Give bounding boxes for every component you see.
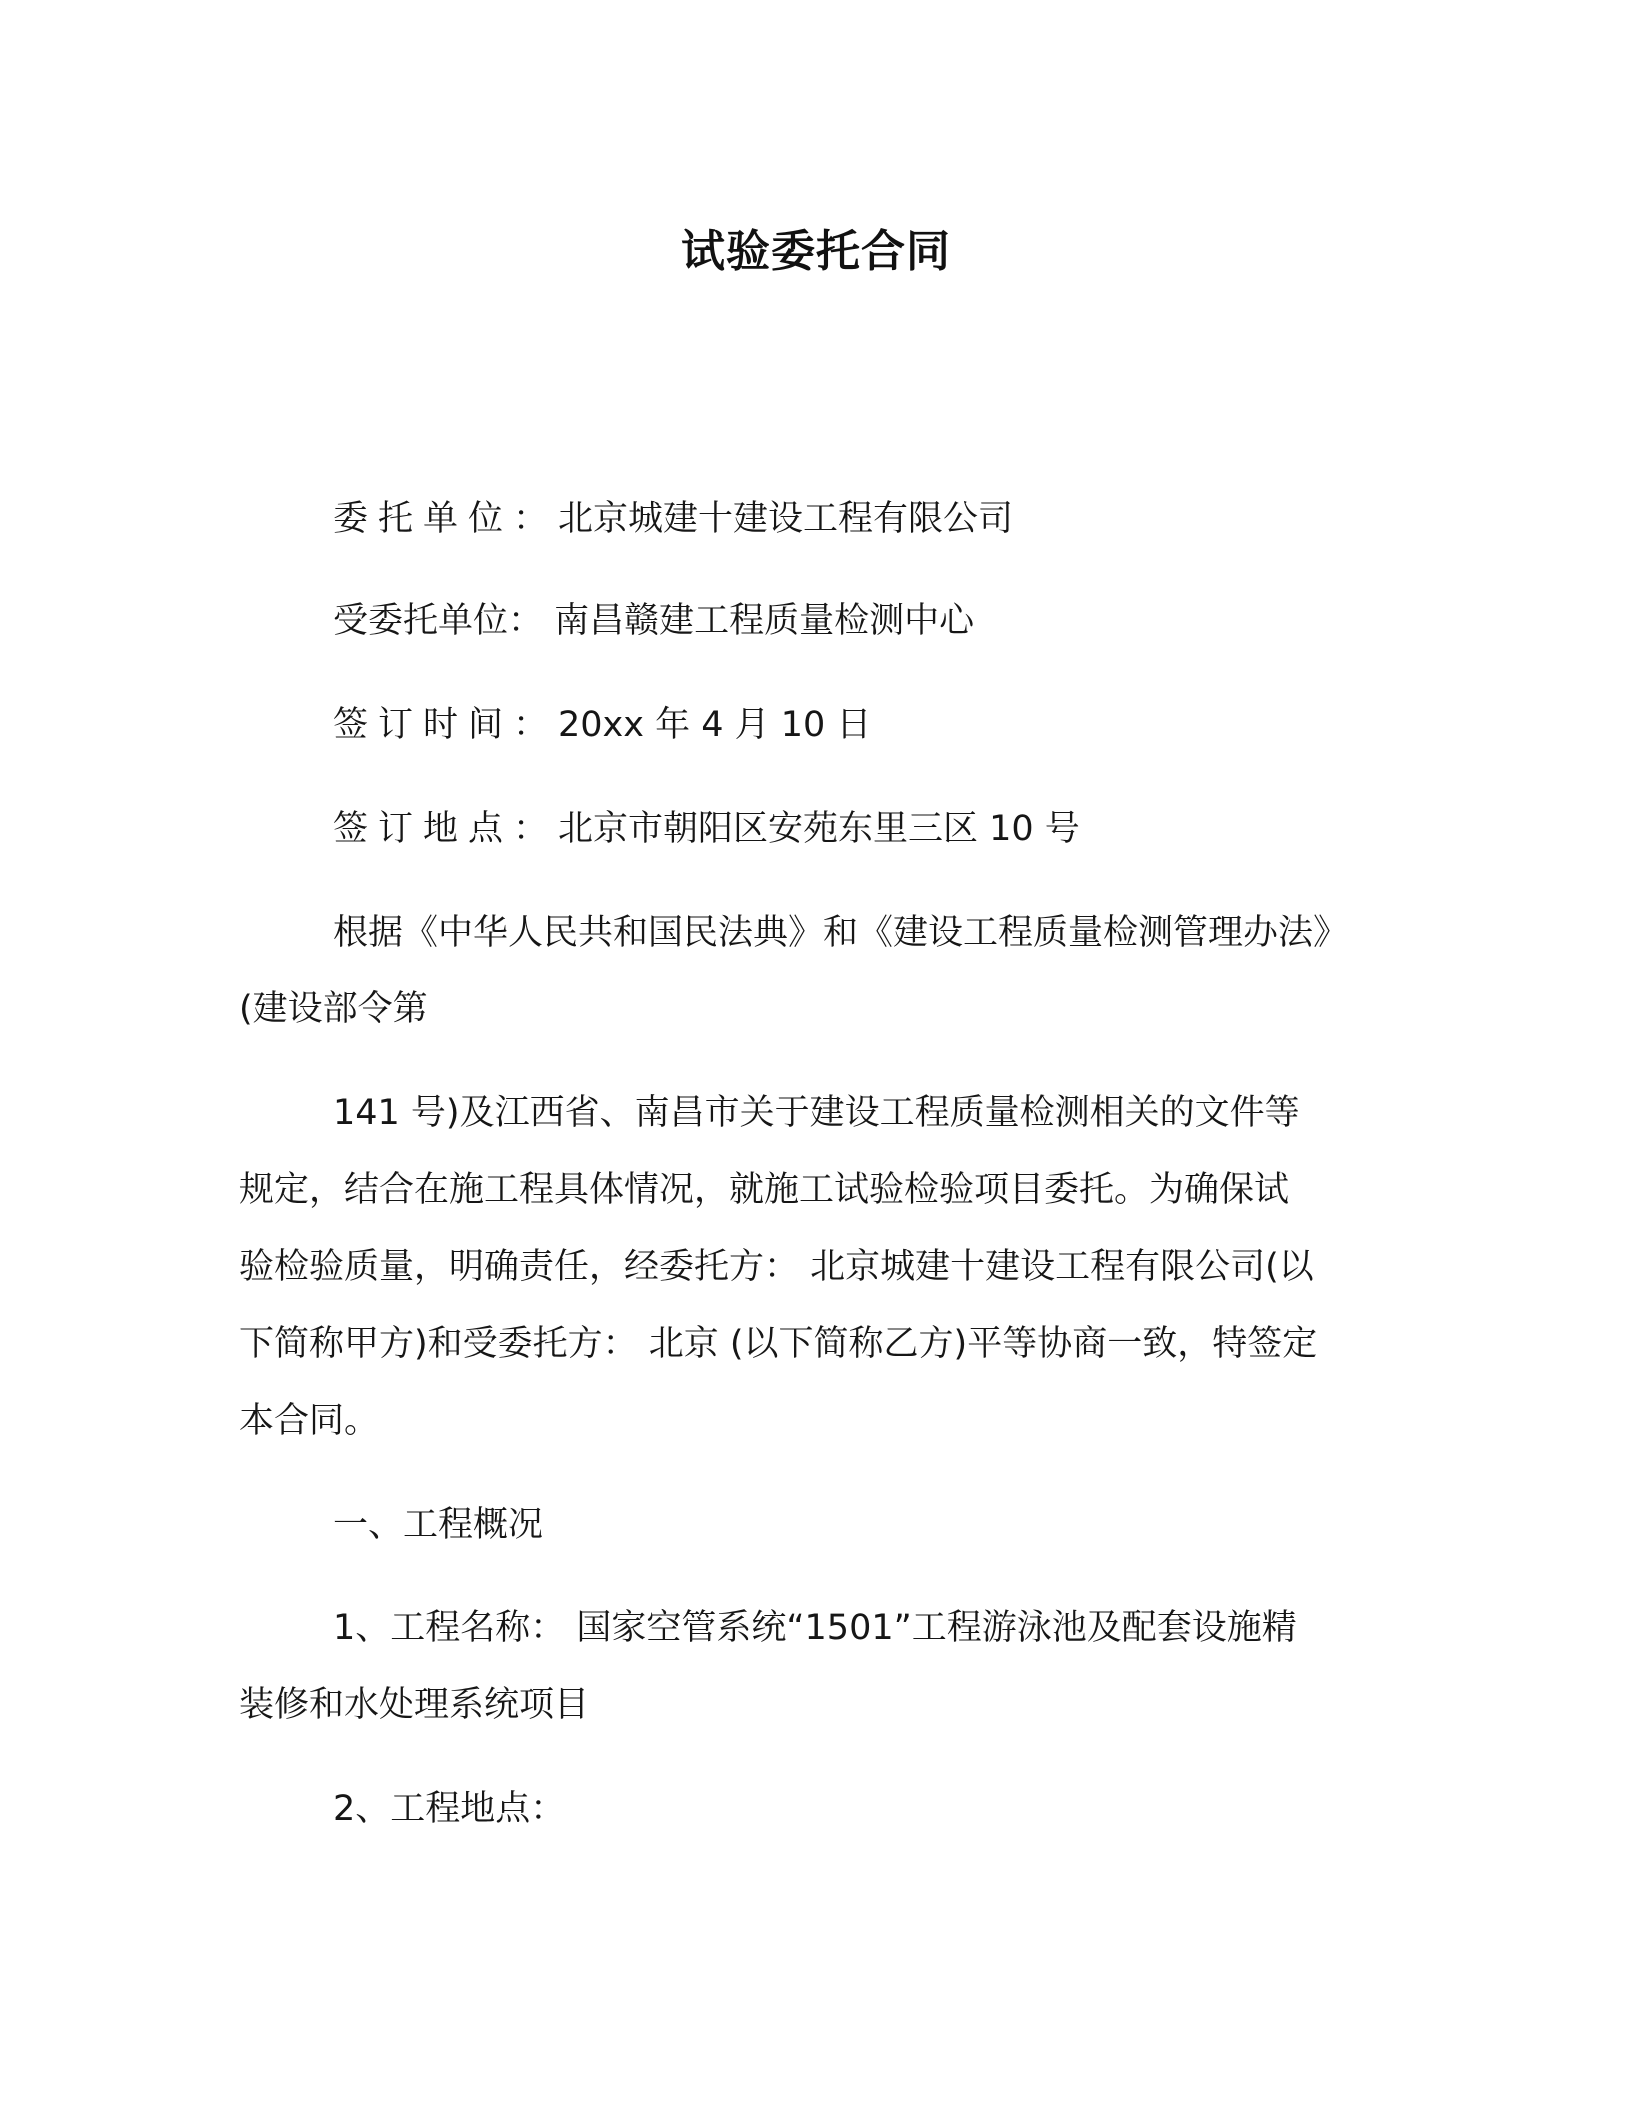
section-heading: 一、工程概况: [333, 1505, 544, 1545]
item-project-name-cont: 装修和水处理系统项目: [239, 1685, 590, 1725]
field-entrusting-party: [333, 495, 1013, 543]
field-entrusted-party: [333, 597, 974, 645]
preamble-line: 验检验质量，明确责任，经委托方： 北京城建十建设工程有限公司(以: [239, 1247, 1314, 1287]
field-label: 受委托单位：: [333, 601, 544, 641]
preamble-line: (建设部令第: [239, 989, 428, 1029]
field-signing-date: [333, 701, 871, 749]
preamble-line: 141 号)及江西省、南昌市关于建设工程质量检测相关的文件等: [333, 1093, 1300, 1133]
field-value: 北京城建十建设工程有限公司: [558, 499, 1014, 539]
preamble-line: 规定，结合在施工程具体情况，就施工试验检验项目委托。为确保试: [239, 1170, 1290, 1210]
preamble-line: 本合同。: [239, 1401, 380, 1441]
preamble-line: 下简称甲方)和受委托方： 北京 (以下简称乙方)平等协商一致，特签定: [239, 1324, 1318, 1364]
document-title: 试验委托合同: [681, 226, 951, 277]
item-project-name: 1、工程名称： 国家空管系统“1501”工程游泳池及配套设施精: [333, 1608, 1297, 1648]
field-signing-place: [333, 805, 1080, 853]
field-label: 签订地点：: [333, 809, 559, 849]
field-label: 签订时间：: [333, 705, 559, 745]
field-value: 20xx 年 4 月 10 日: [558, 705, 872, 745]
preamble-line: 根据《中华人民共和国民法典》和《建设工程质量检测管理办法》: [333, 913, 1349, 953]
field-label: 委托单位：: [333, 499, 559, 539]
item-project-location: 2、工程地点：: [333, 1789, 566, 1829]
field-value: 北京市朝阳区安苑东里三区 10 号: [558, 809, 1080, 849]
field-value: 南昌赣建工程质量检测中心: [543, 601, 975, 641]
